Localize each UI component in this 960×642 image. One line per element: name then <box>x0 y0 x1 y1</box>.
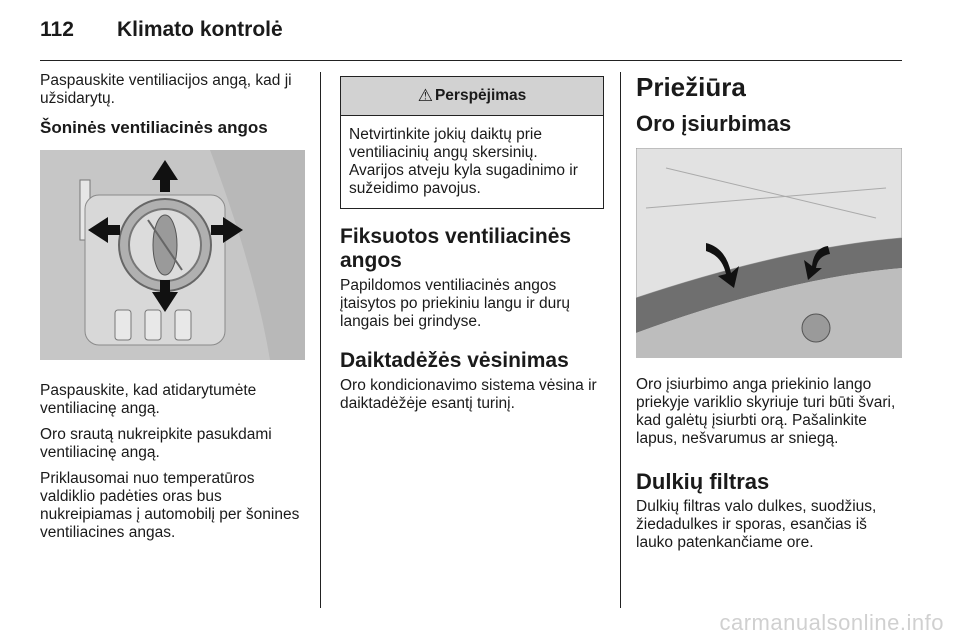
side-vents-heading: Šoninės ventiliacinės angos <box>40 118 268 137</box>
intro-paragraph: Paspauskite ventiliacijos angą, kad ji užsidarytų. <box>40 72 292 107</box>
page-title: Klimato kontrolė <box>117 18 283 41</box>
open-vent-paragraph: Paspauskite, kad atidarytumėte ventiliacinę angą. <box>40 382 257 417</box>
glovebox-cooling-heading: Daiktadėžės vėsinimas <box>340 349 569 372</box>
temperature-paragraph: Priklausomai nuo temperatūros valdiklio padėties oras bus nukreipiamas į automobilį per šonines ventiliacines angas. <box>40 470 300 541</box>
column-1 <box>40 72 305 550</box>
column-divider-1 <box>320 72 321 608</box>
pollen-filter-paragraph: Dulkių filtras valo dulkes, suodžius, žiedadulkes ir sporas, esančias iš lauko patenkančiame ore. <box>636 498 877 551</box>
glovebox-cooling-paragraph: Oro kondicionavimo sistema vėsina ir daiktadėžėje esantį turinį. <box>340 377 597 412</box>
warning-box <box>340 76 604 209</box>
page-number: 112 <box>40 18 74 41</box>
air-intake-paragraph: Oro įsiurbimo anga priekinio lango priekyje variklio skyriuje turi būti švari, kad galėtų įsiurbti orą. Pašalinkite lapus, nešvarumus ar sniegą. <box>636 376 896 447</box>
air-intake-drawing <box>636 148 902 358</box>
warning-triangle-icon: ⚠ <box>417 86 433 105</box>
warning-title: Perspėjimas <box>434 87 527 104</box>
warning-text: Netvirtinkite jokių daiktų prie ventiliacinių angų skersinių. Avarijos atveju kyla sugadinimo ir sužeidimo pavojus. <box>349 126 578 197</box>
column-3 <box>636 72 902 560</box>
air-intake-illustration <box>636 148 902 358</box>
watermark: carmanualsonline.info <box>719 610 944 635</box>
header-rule <box>40 60 902 61</box>
column-divider-2 <box>620 72 621 608</box>
fixed-vents-paragraph: Papildomos ventiliacinės angos įtaisytos po priekiniu langu ir durų langais bei grindyse. <box>340 277 571 330</box>
warning-header <box>341 77 603 116</box>
column-2 <box>340 72 605 421</box>
direct-airflow-paragraph: Oro srautą nukreipkite pasukdami ventiliacinę angą. <box>40 426 272 461</box>
side-vent-illustration <box>40 150 305 360</box>
pollen-filter-heading: Dulkių filtras <box>636 469 770 494</box>
side-vent-drawing <box>40 150 305 360</box>
maintenance-heading: Priežiūra <box>636 72 746 102</box>
air-intake-heading: Oro įsiurbimas <box>636 111 792 136</box>
fixed-vents-heading: Fiksuotos ventiliacinės angos <box>340 225 572 272</box>
